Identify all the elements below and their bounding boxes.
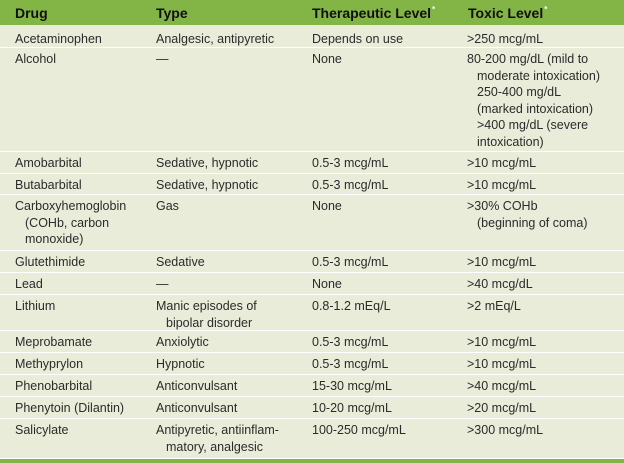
table-header	[0, 0, 624, 25]
cell-line: Hypnotic	[156, 357, 205, 371]
cell-line: Acetaminophen	[15, 32, 102, 46]
cell-line: 100-250 mcg/mL	[312, 423, 406, 437]
cell-line: Carboxyhemoglobin	[15, 199, 127, 213]
cell-toxic	[467, 378, 622, 395]
cell-line: Glutethimide	[15, 255, 86, 269]
cell-line: Methyprylon	[15, 357, 84, 371]
table-body	[0, 25, 624, 463]
cell-therapeutic	[312, 298, 462, 315]
cell-line: Gas	[156, 199, 179, 213]
cell-line: matory, analgesic	[166, 439, 264, 454]
cell-toxic	[467, 254, 622, 271]
cell-line: None	[312, 199, 342, 213]
cell-therapeutic	[312, 254, 462, 271]
table-row	[0, 273, 624, 295]
header-toxic-mark: *	[544, 5, 548, 14]
table-row	[0, 295, 624, 331]
cell-type	[156, 400, 306, 417]
table-row	[0, 152, 624, 174]
cell-line: 0.5-3 mcg/mL	[312, 156, 389, 170]
cell-line: moderate intoxication)	[477, 68, 600, 83]
cell-line: >40 mcg/mL	[467, 379, 537, 393]
cell-therapeutic	[312, 177, 462, 194]
cell-line: 0.5-3 mcg/mL	[312, 335, 389, 349]
cell-line: intoxication)	[477, 134, 544, 149]
cell-line: Alcohol	[15, 52, 56, 66]
cell-line: >10 mcg/mL	[467, 335, 537, 349]
cell-type	[156, 177, 306, 194]
cell-line: (marked intoxication)	[477, 101, 594, 116]
cell-drug	[15, 400, 153, 417]
cell-line: 0.8-1.2 mEq/L	[312, 299, 391, 313]
cell-therapeutic	[312, 422, 462, 439]
table-row	[0, 353, 624, 375]
cell-line: (COHb, carbon	[25, 215, 110, 230]
cell-therapeutic	[312, 400, 462, 417]
header-toxic-label: Toxic Level	[468, 5, 544, 21]
cell-therapeutic	[312, 198, 462, 215]
cell-line: >400 mg/dL (severe	[477, 118, 589, 132]
cell-line: 80-200 mg/dL (mild to	[467, 52, 589, 66]
cell-line: Depends on use	[312, 32, 404, 46]
cell-line: bipolar disorder	[166, 315, 253, 330]
cell-line: Antipyretic, antiinflam-	[156, 423, 279, 437]
cell-line: 15-30 mcg/mL	[312, 379, 392, 393]
cell-toxic	[467, 298, 622, 315]
table-row	[0, 251, 624, 273]
cell-line: Lead	[15, 277, 43, 291]
cell-line: Meprobamate	[15, 335, 93, 349]
cell-line: Phenytoin (Dilantin)	[15, 401, 125, 415]
cell-line: None	[312, 52, 342, 66]
cell-type	[156, 334, 306, 351]
cell-type	[156, 298, 306, 331]
cell-toxic	[467, 334, 622, 351]
cell-therapeutic	[312, 31, 462, 48]
cell-toxic	[467, 177, 622, 194]
cell-line: 0.5-3 mcg/mL	[312, 357, 389, 371]
cell-line: Lithium	[15, 299, 56, 313]
cell-line: >40 mcg/dL	[467, 277, 533, 291]
cell-type	[156, 31, 306, 48]
cell-line: >300 mcg/mL	[467, 423, 544, 437]
cell-line: —	[156, 277, 169, 291]
header-therapeutic-mark: *	[432, 5, 436, 14]
cell-line: >20 mcg/mL	[467, 401, 537, 415]
table-row	[0, 419, 624, 459]
cell-drug	[15, 298, 153, 315]
cell-toxic	[467, 422, 622, 439]
cell-therapeutic	[312, 356, 462, 373]
cell-drug	[15, 334, 153, 351]
cell-line: >2 mEq/L	[467, 299, 521, 313]
cell-type	[156, 254, 306, 271]
cell-line: >250 mcg/mL	[467, 32, 544, 46]
cell-toxic	[467, 198, 622, 231]
cell-drug	[15, 155, 153, 172]
cell-line: Manic episodes of	[156, 299, 257, 313]
header-therapeutic-level	[312, 5, 435, 21]
cell-therapeutic	[312, 334, 462, 351]
cell-drug	[15, 177, 153, 194]
cell-line: Sedative	[156, 255, 205, 269]
cell-toxic	[467, 276, 622, 293]
table-row	[0, 48, 624, 152]
cell-drug	[15, 356, 153, 373]
cell-type	[156, 276, 306, 293]
cell-type	[156, 155, 306, 172]
cell-line: Amobarbital	[15, 156, 82, 170]
cell-type	[156, 356, 306, 373]
cell-line: Anxiolytic	[156, 335, 209, 349]
cell-therapeutic	[312, 276, 462, 293]
cell-toxic	[467, 31, 622, 48]
cell-drug	[15, 198, 153, 248]
table-row	[0, 375, 624, 397]
cell-type	[156, 51, 306, 68]
cell-drug	[15, 31, 153, 48]
cell-drug	[15, 51, 153, 68]
table-row	[0, 28, 624, 48]
cell-drug	[15, 276, 153, 293]
cell-toxic	[467, 51, 622, 150]
cell-line: >10 mcg/mL	[467, 357, 537, 371]
cell-line: Salicylate	[15, 423, 69, 437]
cell-line: monoxide)	[25, 232, 84, 246]
cell-therapeutic	[312, 51, 462, 68]
header-therapeutic-label: Therapeutic Level	[312, 5, 432, 21]
cell-type	[156, 422, 306, 455]
table-row	[0, 331, 624, 353]
header-type: Type	[156, 5, 188, 21]
cell-line: >10 mcg/mL	[467, 178, 537, 192]
cell-line: 0.5-3 mcg/mL	[312, 255, 389, 269]
cell-line: Anticonvulsant	[156, 401, 238, 415]
cell-line: Analgesic, antipyretic	[156, 32, 275, 46]
cell-line: Anticonvulsant	[156, 379, 238, 393]
cell-line: >10 mcg/mL	[467, 255, 537, 269]
table-row	[0, 397, 624, 419]
cell-line: Sedative, hypnotic	[156, 178, 259, 192]
cell-line: Butabarbital	[15, 178, 82, 192]
cell-toxic	[467, 155, 622, 172]
header-drug: Drug	[15, 5, 48, 21]
cell-line: (beginning of coma)	[477, 215, 588, 230]
table-row	[0, 174, 624, 195]
cell-therapeutic	[312, 155, 462, 172]
cell-toxic	[467, 400, 622, 417]
cell-drug	[15, 422, 153, 439]
cell-toxic	[467, 356, 622, 373]
cell-line: Sedative, hypnotic	[156, 156, 259, 170]
cell-line: >10 mcg/mL	[467, 156, 537, 170]
cell-line: Phenobarbital	[15, 379, 93, 393]
cell-type	[156, 378, 306, 395]
cell-type	[156, 198, 306, 215]
cell-line: 10-20 mcg/mL	[312, 401, 392, 415]
cell-line: >30% COHb	[467, 199, 538, 213]
cell-therapeutic	[312, 378, 462, 395]
cell-drug	[15, 254, 153, 271]
cell-line: 250-400 mg/dL	[477, 85, 562, 99]
cell-line: 0.5-3 mcg/mL	[312, 178, 389, 192]
cell-line: None	[312, 277, 342, 291]
cell-drug	[15, 378, 153, 395]
table-row	[0, 195, 624, 251]
header-toxic-level	[468, 5, 547, 21]
cell-line: —	[156, 52, 169, 66]
